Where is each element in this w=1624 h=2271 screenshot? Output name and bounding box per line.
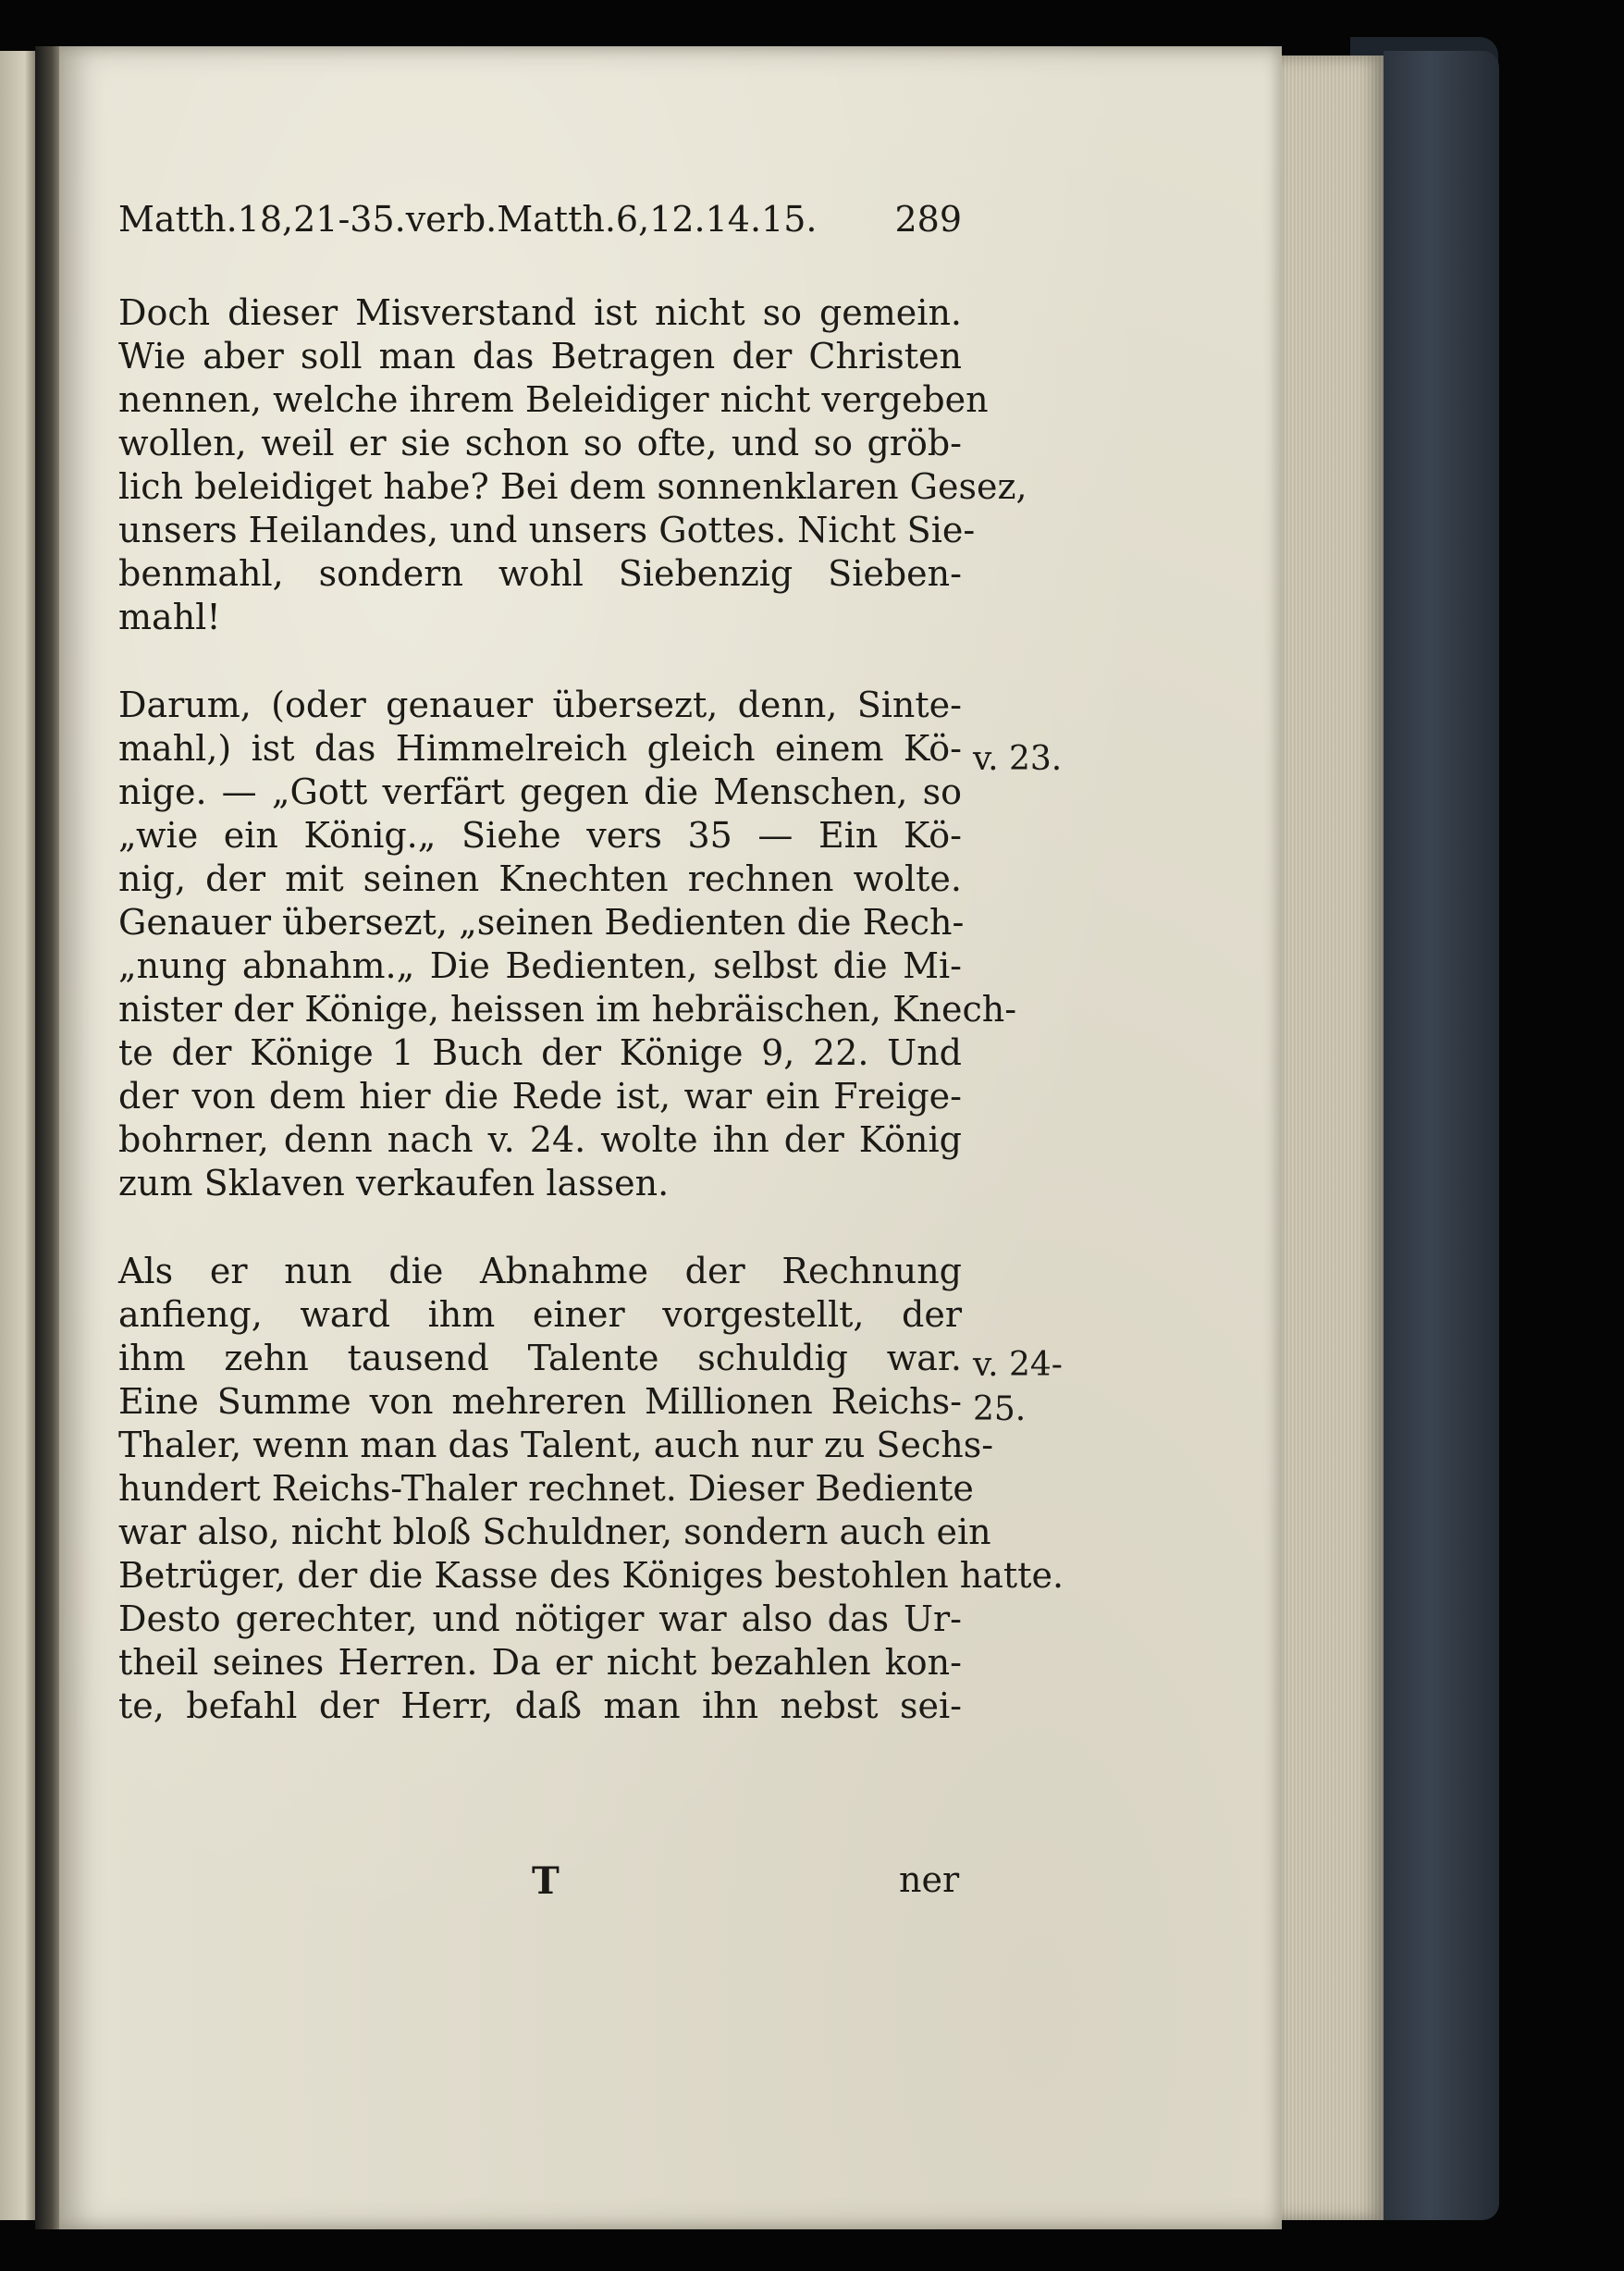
- text-line: nig, der mit seinen Knechten rechnen wolte.: [118, 858, 962, 899]
- paragraph-2: [118, 684, 1017, 1205]
- text-line: Betrüger, der die Kasse des Königes bestohlen hatte.: [118, 1555, 1064, 1596]
- text-line: Als er nun die Abnahme der Rechnung: [118, 1251, 962, 1291]
- text-line: unsers Heilandes, und unsers Gottes. Nicht Sie-: [118, 510, 976, 550]
- text-line: Wie aber soll man das Betragen der Christen: [118, 336, 962, 376]
- book-cover: [1384, 51, 1499, 2220]
- header-reference: Matth.18,21-35.verb.Matth.6,12.14.15.: [118, 199, 818, 240]
- text-line: Darum, (oder genauer übersezt, denn, Sinte-: [118, 685, 962, 725]
- text-line: mahl!: [118, 597, 221, 637]
- text-line: war also, nicht bloß Schuldner, sondern auch ein: [118, 1512, 991, 1552]
- text-line: Doch dieser Misverstand ist nicht so gemein.: [118, 292, 962, 333]
- text-line: nister der Könige, heissen im hebräischen, Knech-: [118, 989, 1017, 1030]
- text-line: theil seines Herren. Da er nicht bezahlen kon-: [118, 1642, 962, 1683]
- margin-note-v24: v. 24-: [973, 1346, 1063, 1384]
- text-line: Desto gerechter, und nötiger war also das Ur-: [118, 1598, 962, 1639]
- text-line: „wie ein König.„ Siehe vers 35 — Ein Kö-: [118, 815, 962, 856]
- text-line: wollen, weil er sie schon so ofte, und so gröb-: [118, 423, 962, 463]
- text-line: zum Sklaven verkaufen lassen.: [118, 1163, 670, 1203]
- text-line: benmahl, sondern wohl Siebenzig Sieben-: [118, 553, 962, 594]
- catchword: ner: [899, 1859, 960, 1900]
- text-line: Eine Summe von mehreren Millionen Reichs-: [118, 1381, 962, 1422]
- text-line: te, befahl der Herr, daß man ihn nebst sei-: [118, 1685, 962, 1726]
- text-line: nige. — „Gott verfärt gegen die Menschen, so: [118, 771, 962, 812]
- text-line: nennen, welche ihrem Beleidiger nicht vergeben: [118, 379, 989, 420]
- text-line: hundert Reichs-Thaler rechnet. Dieser Bediente: [118, 1468, 974, 1509]
- signature-mark: T: [532, 1859, 560, 1903]
- text-line: ihm zehn tausend Talente schuldig war.: [118, 1338, 962, 1378]
- text-line: anfieng, ward ihm einer vorgestellt, der: [118, 1294, 962, 1335]
- text-line: der von dem hier die Rede ist, war ein Freige-: [118, 1076, 962, 1117]
- margin-note-v25: 25.: [973, 1390, 1027, 1428]
- page-stack-edge: [1282, 56, 1384, 2220]
- text-line: Thaler, wenn man das Talent, auch nur zu Sechs-: [118, 1425, 994, 1465]
- paragraph-1: [118, 291, 1027, 639]
- margin-note-v23: v. 23.: [973, 740, 1063, 778]
- text-line: „nung abnahm.„ Die Bedienten, selbst die Mi-: [118, 945, 962, 986]
- page-number: 289: [894, 199, 962, 240]
- running-header: [118, 199, 962, 265]
- text-line: Genauer übersezt, „seinen Bedienten die Rech-: [118, 902, 965, 943]
- text-line: te der Könige 1 Buch der Könige 9, 22. Und: [118, 1032, 962, 1073]
- text-line: lich beleidiget habe? Bei dem sonnenklaren Gesez,: [118, 466, 1027, 507]
- text-line: mahl,) ist das Himmelreich gleich einem Kö-: [118, 728, 962, 769]
- left-page-edge: [0, 51, 35, 2220]
- text-line: bohrner, denn nach v. 24. wolte ihn der König: [118, 1119, 962, 1160]
